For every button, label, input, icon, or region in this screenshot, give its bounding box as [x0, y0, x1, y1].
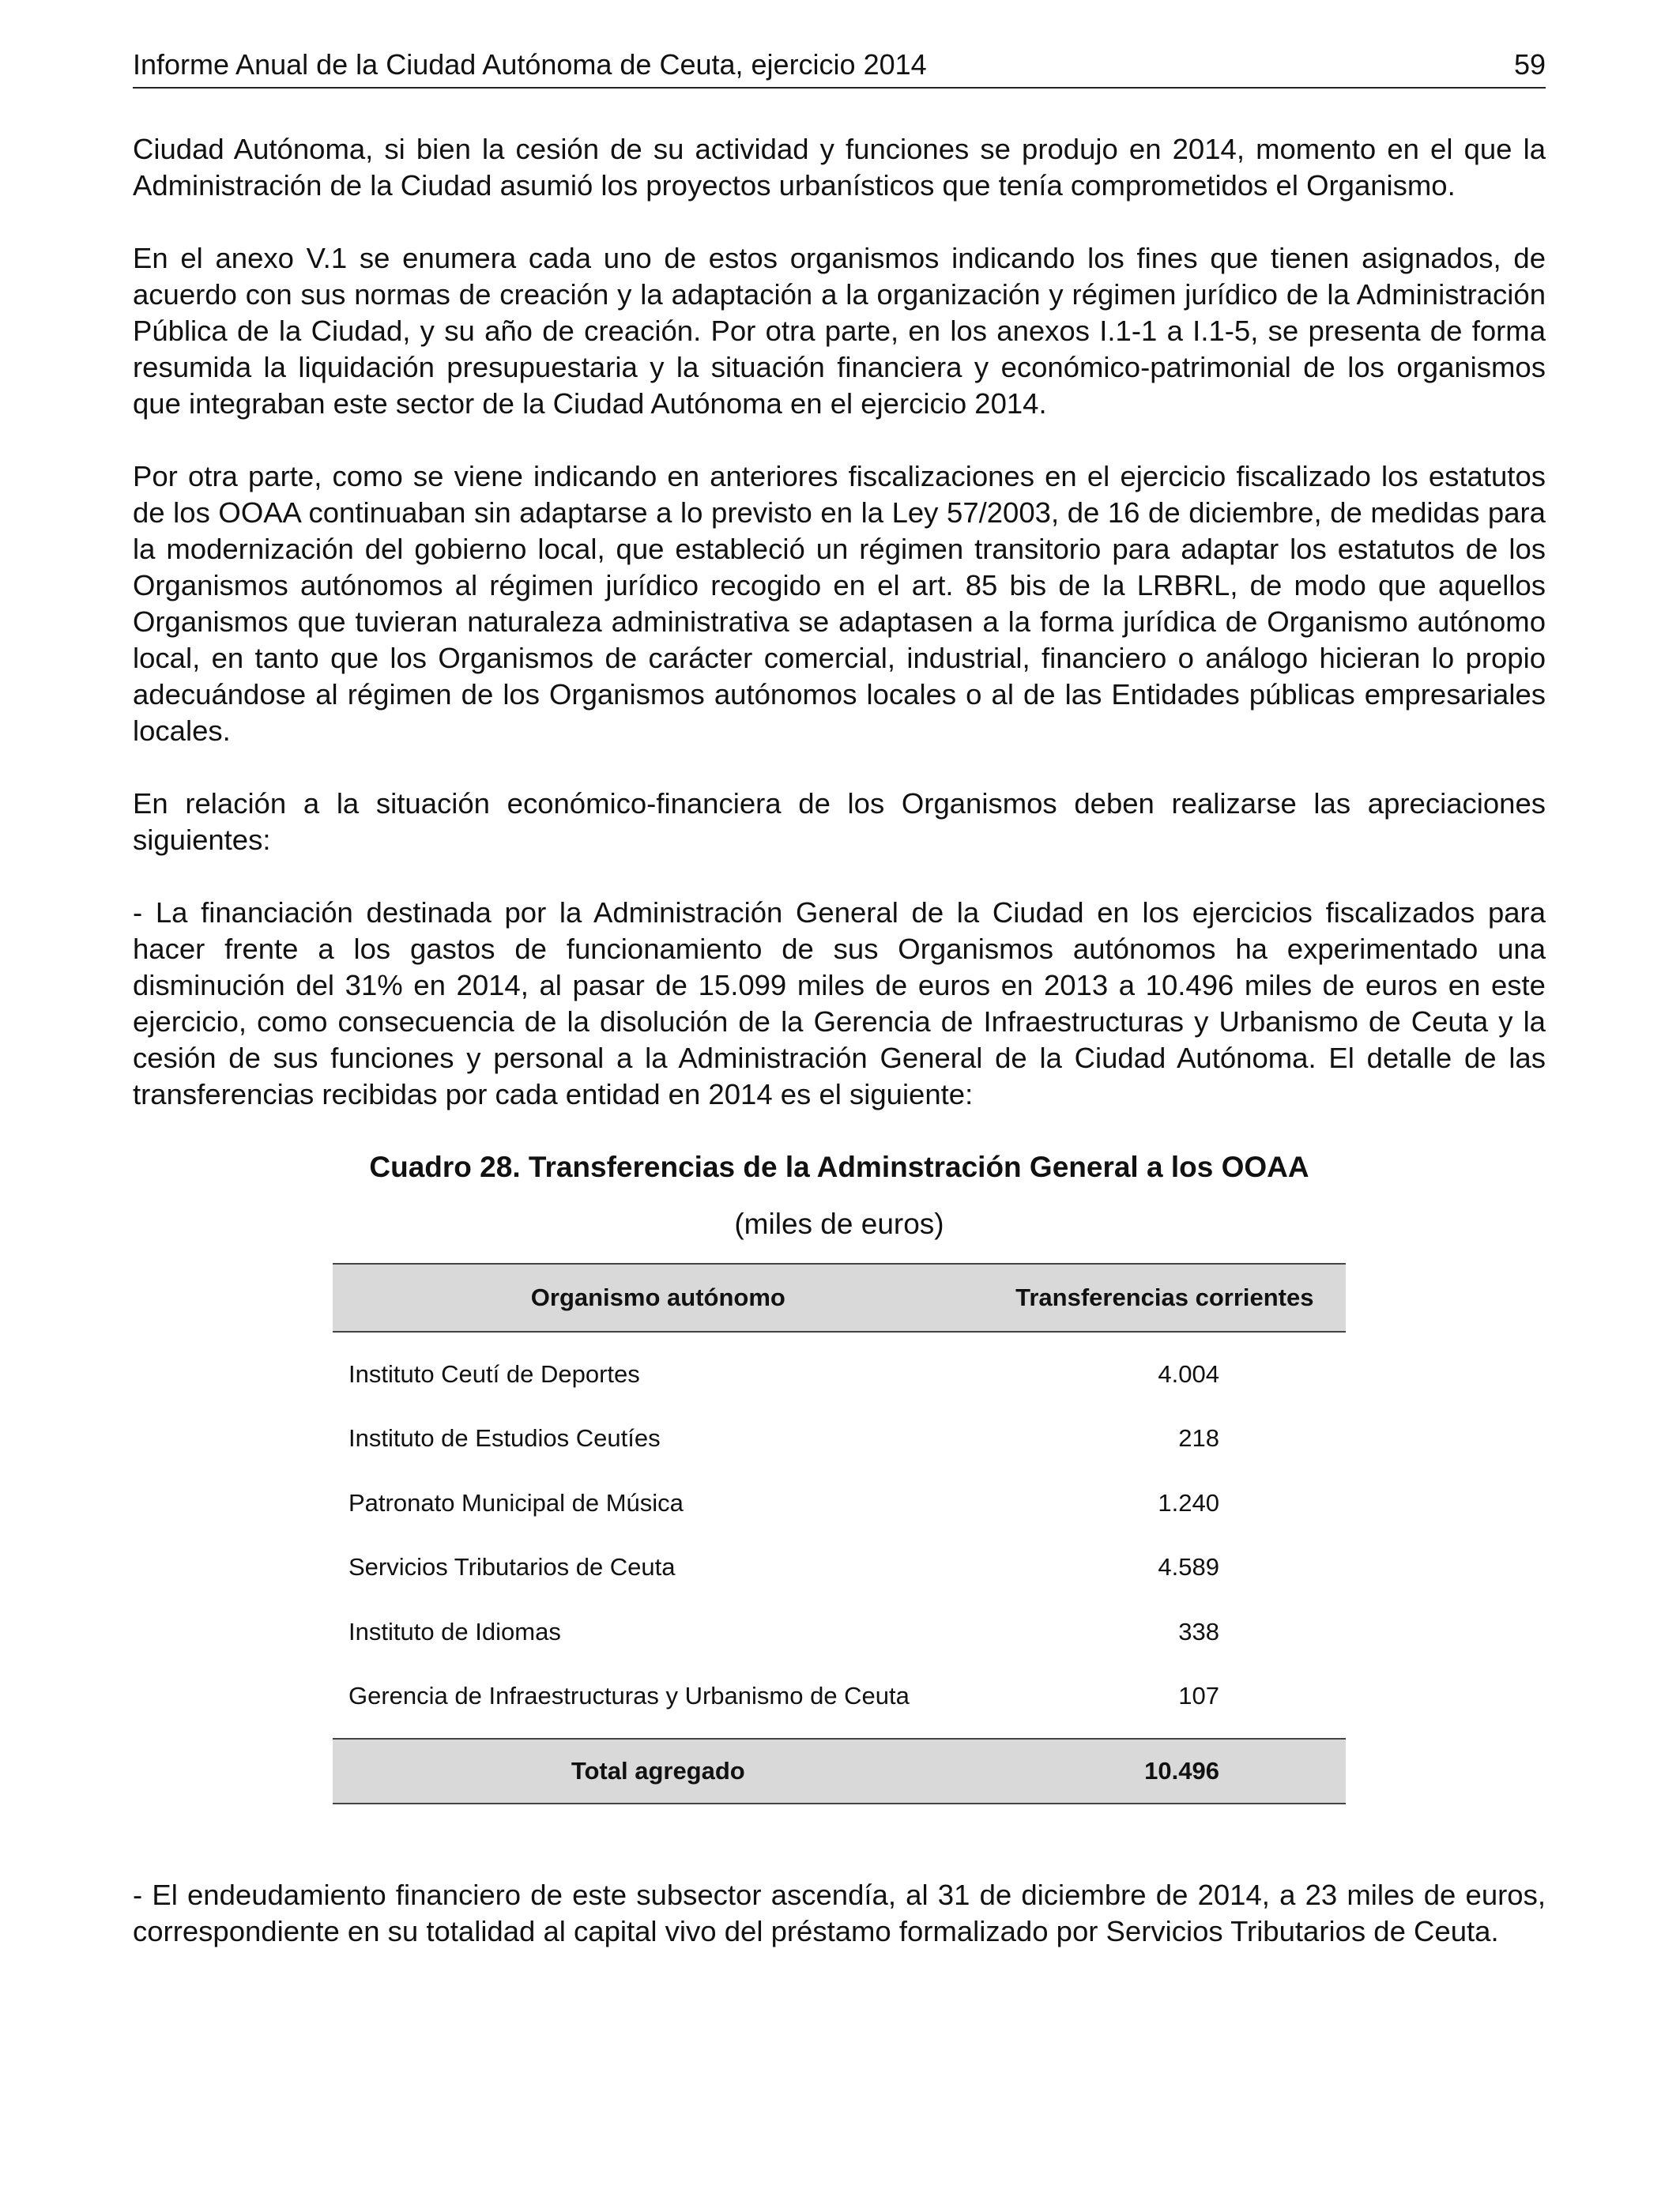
- transfers-table: [333, 1263, 1346, 1804]
- paragraph-5: - La financiación destinada por la Administración General de la Ciudad en los ejercicios fiscalizados para hacer frente a los gastos de funcionamiento de sus Organismos autónomos ha experimentado una disminución del 31% en 2014, al pasar de 15.099 miles de euros en 2013 a 10.496 miles de euros en este ejercicio, como consecuencia de la disolución de la Gerencia de Infraestructuras y Urbanismo de Ceuta y la cesión de sus funciones y personal a la Administración General de la Ciudad Autónoma. El detalle de las transferencias recibidas por cada entidad en 2014 es el siguiente:: [133, 896, 1546, 1110]
- paragraph-2: En el anexo V.1 se enumera cada uno de estos organismos indicando los fines que tienen asignados, de acuerdo con sus normas de creación y la adaptación a la organización y régimen jurídico de la Administración Pública de la Ciudad, y su año de creación. Por otra parte, en los anexos I.1-1 a I.1-5, se presenta de forma resumida la liquidación presupuestaria y la situación financiera y económico-patrimonial de los organismos que integraban este sector de la Ciudad Autónoma en el ejercicio 2014.: [133, 242, 1546, 420]
- transfer-value: 4.589: [1158, 1553, 1219, 1581]
- table-row: [333, 1332, 1346, 1407]
- table-row: [333, 1407, 1346, 1472]
- organismo-name: Instituto Ceutí de Deportes: [348, 1359, 640, 1388]
- total-label: Total agregado: [333, 1739, 984, 1804]
- transfer-value: 338: [1178, 1617, 1219, 1646]
- paragraph-4: En relación a la situación económico-financiera de los Organismos deben realizarse las apreciaciones siguientes:: [133, 787, 1546, 856]
- page-number: 59: [1513, 48, 1546, 81]
- report-title: Informe Anual de la Ciudad Autónoma de Ceuta, ejercicio 2014: [133, 48, 927, 81]
- table-row: [333, 1664, 1346, 1740]
- organismo-name: Instituto de Estudios Ceutíes: [348, 1424, 661, 1453]
- document-page: [133, 44, 1546, 1986]
- organismo-name: Patronato Municipal de Música: [348, 1488, 684, 1517]
- transfer-value: 4.004: [1158, 1359, 1219, 1388]
- transfer-value: 1.240: [1158, 1488, 1219, 1517]
- column-header-transferencias: Transferencias corrientes: [984, 1264, 1346, 1332]
- organismo-name: Servicios Tributarios de Ceuta: [348, 1553, 676, 1581]
- column-header-organismo: Organismo autónomo: [333, 1264, 984, 1332]
- transfer-value: 218: [1178, 1424, 1219, 1453]
- page-header: [133, 44, 1546, 89]
- table-row: [333, 1536, 1346, 1600]
- table-header-row: [333, 1264, 1346, 1332]
- paragraph-1: Ciudad Autónoma, si bien la cesión de su actividad y funciones se produjo en 2014, momento en el que la Administración de la Ciudad asumió los proyectos urbanísticos que tenía comprometidos el Organismo.: [133, 133, 1546, 202]
- organismo-name: Gerencia de Infraestructuras y Urbanismo de Ceuta: [348, 1682, 910, 1710]
- paragraph-3: Por otra parte, como se viene indicando en anteriores fiscalizaciones en el ejercicio fiscalizado los estatutos de los OOAA continuaban sin adaptarse a lo previsto en la Ley 57/2003, de 16 de diciembre, de medidas para la modernización del gobierno local, que estableció un régimen transitorio para adaptar los estatutos de los Organismos autónomos al régimen jurídico recogido en el art. 85 bis de la LRBRL, de modo que aquellos Organismos que tuvieran naturaleza administrativa se adaptasen a la forma jurídica de Organismo autónomo local, en tanto que los Organismos de carácter comercial, industrial, financiero o análogo hicieran lo propio adecuándose al régimen de los Organismos autónomos locales o al de las Entidades públicas empresariales locales.: [133, 460, 1546, 747]
- organismo-name: Instituto de Idiomas: [348, 1617, 561, 1646]
- table-row: [333, 1600, 1346, 1664]
- table-subtitle: (miles de euros): [734, 1208, 944, 1240]
- table-total-row: [333, 1739, 1346, 1804]
- transfer-value: 107: [1178, 1682, 1219, 1710]
- closing-paragraph: - El endeudamiento financiero de este subsector ascendía, al 31 de diciembre de 2014, a 23 miles de euros, correspondiente en su totalidad al capital vivo del préstamo formalizado por Servicios Tributarios de Ceuta.: [133, 1879, 1546, 1947]
- table-title: Cuadro 28. Transferencias de la Adminstración General a los OOAA: [369, 1151, 1309, 1183]
- total-value: 10.496: [984, 1739, 1346, 1804]
- table-row: [333, 1471, 1346, 1536]
